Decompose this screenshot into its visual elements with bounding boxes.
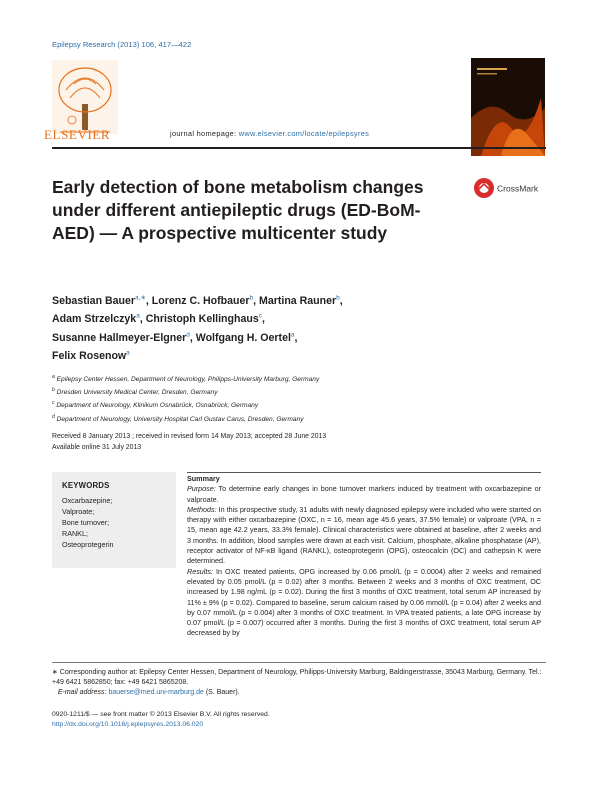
journal-homepage bbox=[170, 129, 369, 138]
homepage-label: journal homepage: bbox=[170, 129, 237, 138]
elsevier-tree-logo bbox=[52, 60, 118, 134]
abstract-summary bbox=[187, 474, 541, 639]
footnote-rule bbox=[52, 662, 546, 663]
email-line: E-mail address: bauerse@med.uni-marburg.de (S. Bauer). bbox=[57, 689, 240, 696]
crossmark-badge[interactable] bbox=[473, 177, 545, 199]
received-dates: Received 8 January 2013 ; received in revised form 14 May 2013; accepted 28 June 2013 bbox=[52, 433, 327, 440]
available-online-date: Available online 31 July 2013 bbox=[52, 443, 142, 451]
homepage-link[interactable]: www.elsevier.com/locate/epilepsyres bbox=[238, 129, 370, 138]
email-link[interactable]: bauerse@med.uni-marburg.de bbox=[108, 689, 204, 696]
doi-link[interactable]: http://dx.doi.org/10.1016/j.eplepsyres.2013.06.020 bbox=[52, 721, 204, 728]
keywords-title: KEYWORDS bbox=[62, 481, 110, 490]
summary-heading: Summary bbox=[187, 474, 220, 483]
journal-cover-image bbox=[471, 58, 545, 156]
keywords-list bbox=[62, 495, 114, 550]
article-title: Early detection of bone metabolism changes under different antiepileptic drugs (ED-BoM-AED) — A prospective multicenter study bbox=[52, 177, 424, 243]
keyword: Valproate; bbox=[62, 507, 95, 516]
author[interactable]: Martina Rauner$^b$, bbox=[259, 294, 343, 307]
author[interactable]: Susanne Hallmeyer-Elgner$^d$, bbox=[52, 331, 196, 344]
affiliation: $^a$ Epilepsy Center Hessen, Department of Neurology, Philipps-University Marburg, Germany bbox=[52, 374, 320, 384]
summary-results: Results: In OXC treated patients, OPG increased by 0.06 pmol/L (p = 0.0004) after 2 weeks and remained elevated by 0.05 pmol/L (p = 0.02) after 3 months. Between 2 weeks and 3 months of OXC treatment, OC increased by 1.98 ng/mL (p = 0.02). During the first 3 months of OXC treatment, total serum AP increased by 11% ± 9% (p = 0.02). Compared to baseline, serum calcium raised by 0.06 mmol/L (p = 0.04) after 2 weeks and by 0.07 mmol/L (p = 0.004) after 3 months of OXC treatment. In VPA treated patients, a late OPG increase by 0.07 pmol/L (p = 0.007) occurred after 3 months. During the first 3 months of OXC treatment, total serum AP decreased by by bbox=[187, 566, 541, 638]
crossmark-label: CrossMark bbox=[497, 183, 539, 194]
keyword: Osteoprotegerin bbox=[62, 540, 114, 549]
journal-citation: Epilepsy Research (2013) 106, 417—422 bbox=[52, 40, 192, 49]
author[interactable]: Lorenz C. Hofbauer$^b$, bbox=[151, 294, 260, 307]
affiliation-list bbox=[52, 372, 532, 425]
author[interactable]: Sebastian Bauer$^{a,∗}$, bbox=[52, 294, 152, 307]
keyword: Bone turnover; bbox=[62, 518, 110, 527]
keyword: Oxcarbazepine; bbox=[62, 496, 113, 505]
summary-rule bbox=[187, 472, 541, 473]
author[interactable]: Wolfgang H. Oertel$^a$, bbox=[195, 331, 298, 344]
corresponding-author-footnote bbox=[52, 668, 542, 698]
affiliation: $^d$ Department of Neurology, University Hospital Carl Gustav Carus, Dresden, Germany bbox=[52, 413, 304, 423]
keyword: RANKL; bbox=[62, 529, 88, 538]
copyright-block bbox=[52, 710, 542, 730]
author-list bbox=[52, 290, 512, 364]
publisher-logo-text: ELSEVIER bbox=[44, 127, 111, 142]
corresponding-author: ∗ Corresponding author at: Epilepsy Center Hessen, Department of Neurology, Philipps-University Marburg, Baldingerstrasse, 35043 Marburg, Germany. Tel.: +49 6421 5862850; fax: +49 6421 5865208. bbox=[52, 669, 542, 686]
author[interactable]: Christoph Kellinghaus$^c$, bbox=[145, 312, 265, 326]
article-history bbox=[52, 432, 532, 453]
summary-purpose: Purpose: To determine early changes in bone turnover markers induced by treatment with oxcarbazepine or valproate. bbox=[187, 484, 541, 504]
author[interactable]: Adam Strzelczyk$^a$, bbox=[52, 312, 146, 326]
author[interactable]: Felix Rosenow$^a$ bbox=[52, 349, 130, 363]
affiliation: $^b$ Dresden University Medical Center, Dresden, Germany bbox=[52, 387, 218, 397]
summary-methods: Methods: In this prospective study, 31 adults with newly diagnosed epilepsy were included who were started on therapy with either oxcarbazepine (OXC, n = 16, mean age 45.6 years, 37.5% female) or valproate (VPA, n = 15, mean age 42.2 years, 33.3% female). Clinical characteristics were obtained at baseline, after 2 weeks and 3 months. In addition, blood samples were drawn at each visit. Calcium, phosphate, alkaline phosphatase (AP), receptor activator of NF-κB ligand (RANKL), osteoprotegerin (OPG), osteocalcin (OC) and cathepsin K were determined. bbox=[187, 504, 541, 566]
copyright-line: 0920-1211/$ — see front matter © 2013 Elsevier B.V. All rights reserved. bbox=[52, 711, 270, 718]
affiliation: $^c$ Department of Neurology, Klinikum Osnabrück, Osnabrück, Germany bbox=[52, 400, 259, 410]
header-rule bbox=[52, 147, 546, 149]
